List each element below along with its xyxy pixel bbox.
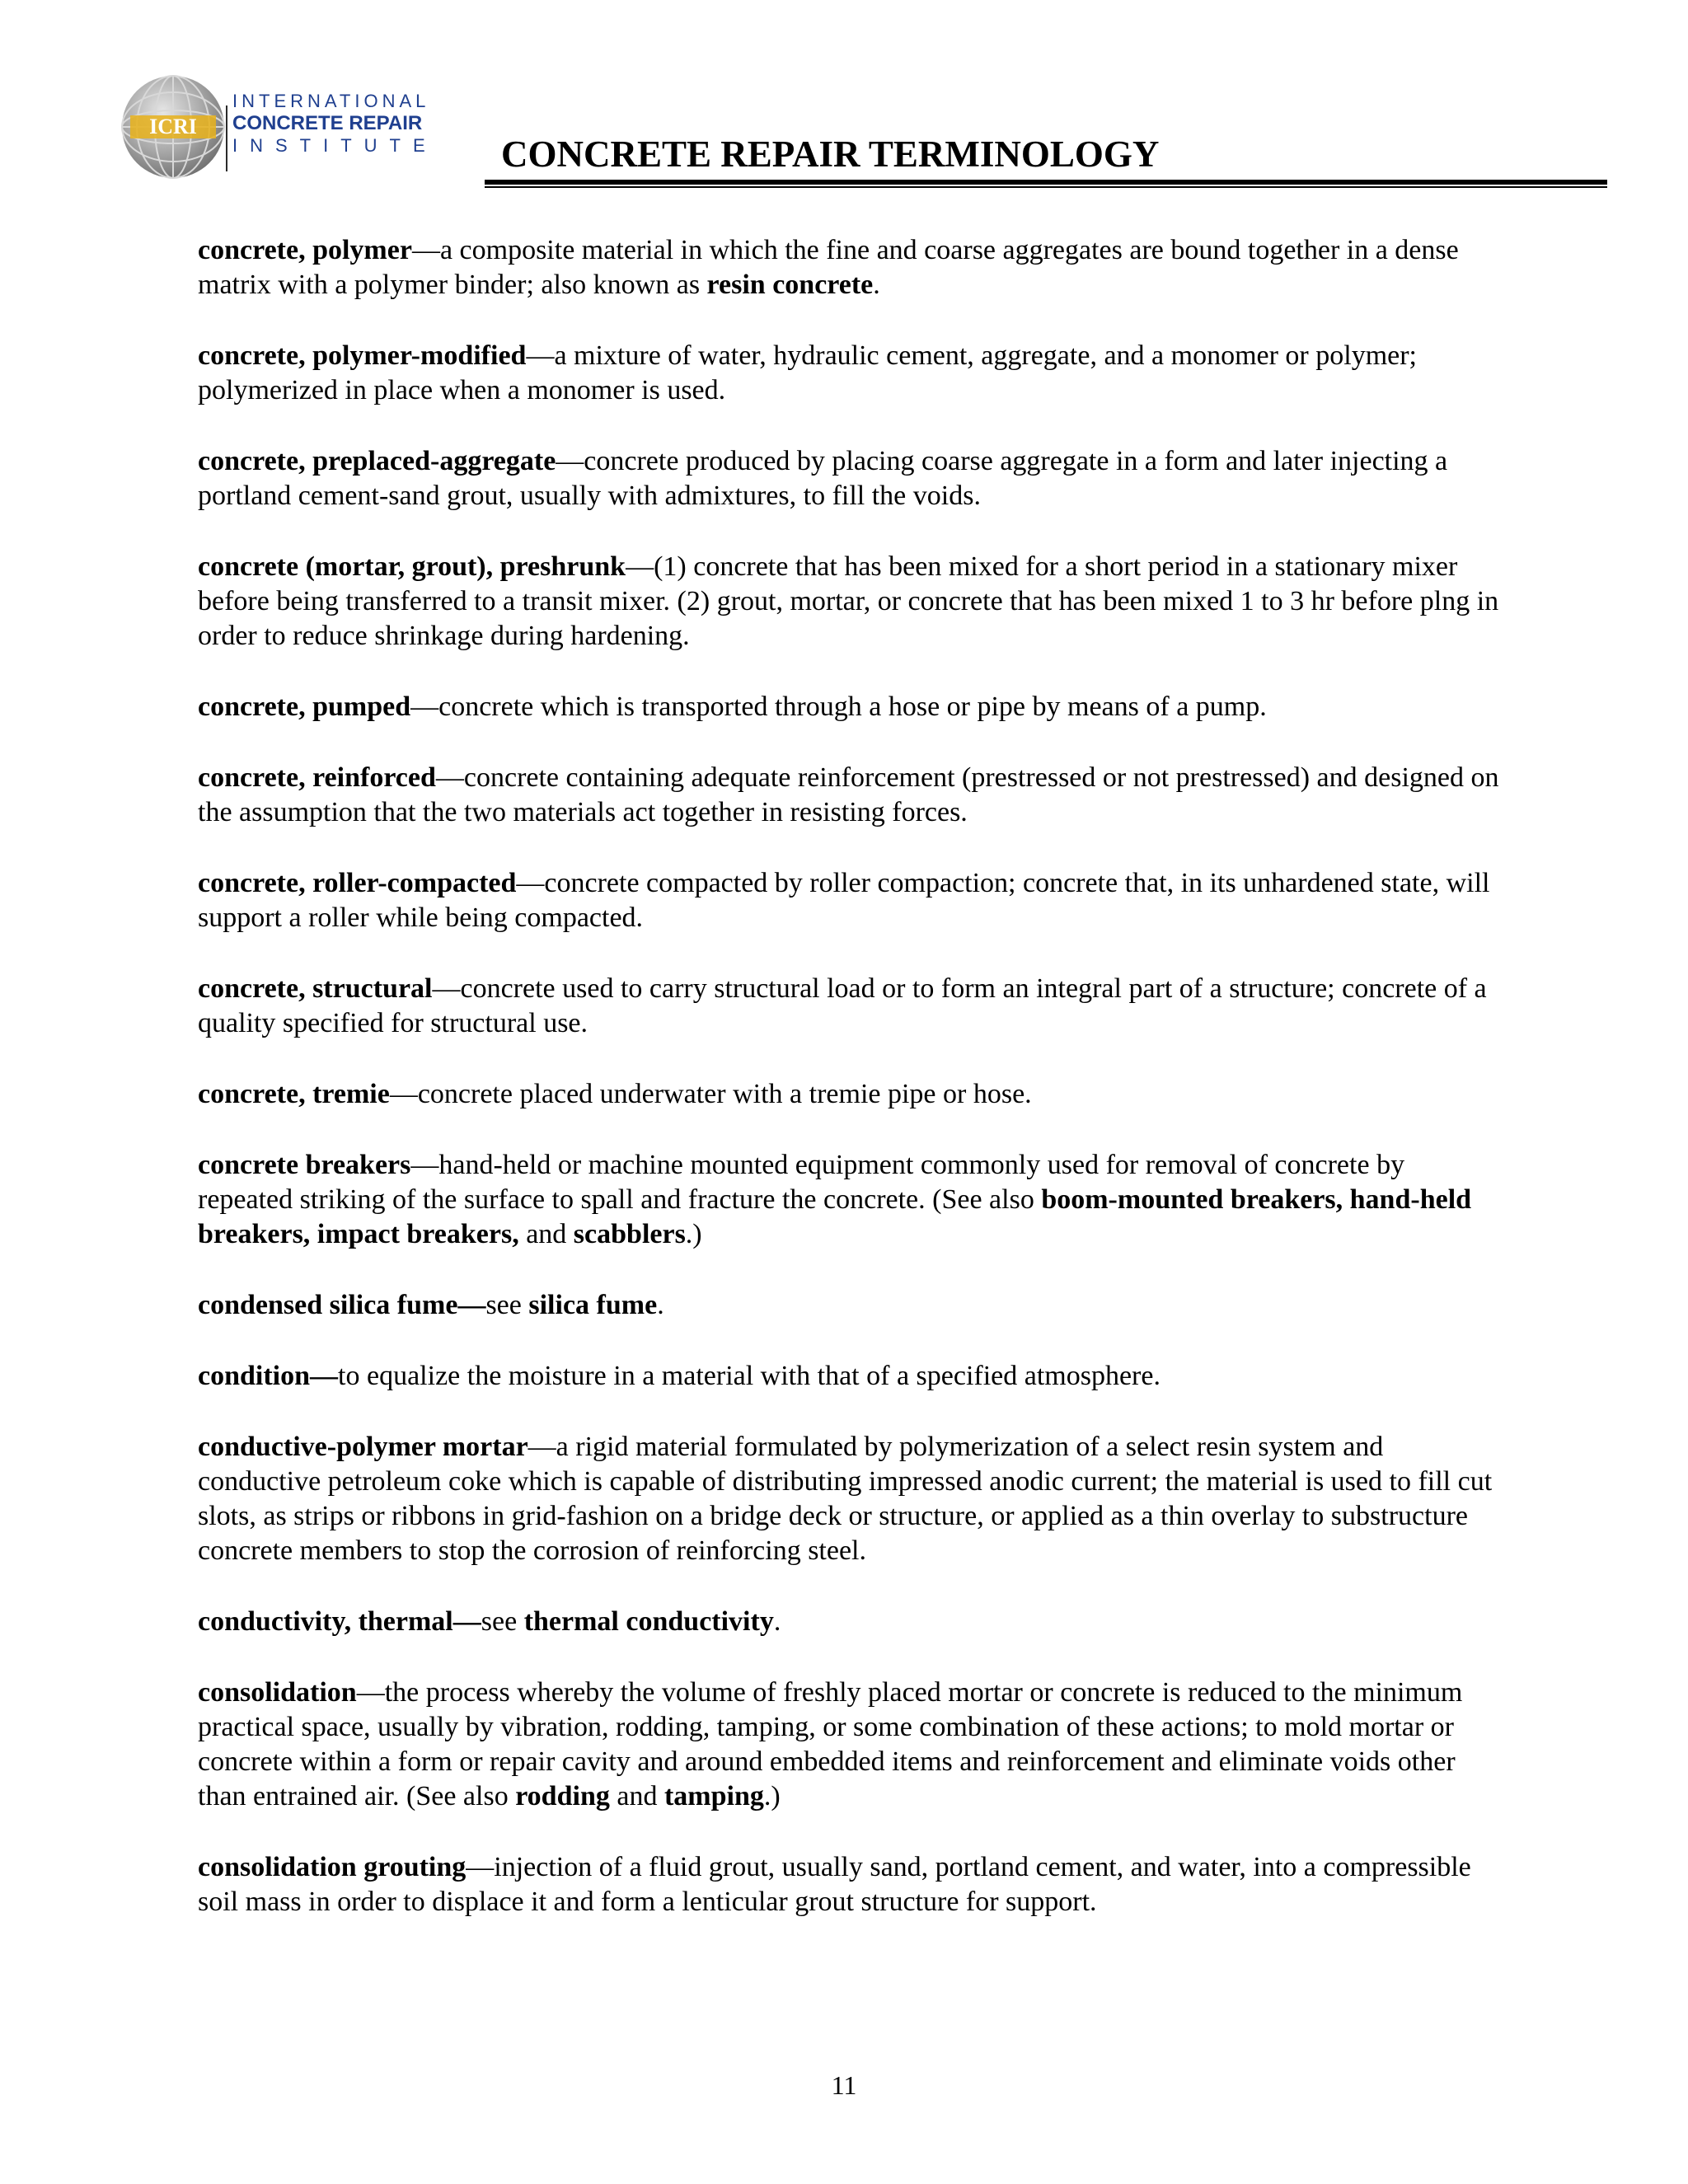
entry-term: conductivity, thermal— — [198, 1606, 481, 1637]
entry-definition: —concrete produced by placing coarse aggregate in a form and later injecting a portland cement-sand grout, usually with admixtures, to fill the voids. — [198, 446, 1448, 511]
glossary-entry — [198, 1148, 1500, 1252]
glossary-entry — [198, 233, 1500, 302]
glossary-entry — [198, 1605, 1500, 1639]
entry-term: concrete, pumped — [198, 691, 411, 722]
header-rule-thick — [485, 180, 1607, 185]
logo-line-institute: INSTITUTE — [232, 135, 438, 156]
entry-definition: —a rigid material formulated by polymerization of a select resin system and conductive petroleum coke which is capable of distributing impressed anodic current; the material is used to fill cut slots, as strips or ribbons in grid-fashion on a bridge deck or structure, or applied as a thin overlay to substructure concrete members to stop the corrosion of reinforcing steel. — [198, 1432, 1493, 1566]
entry-term: concrete, polymer-modified — [198, 340, 527, 371]
entry-definition-mid: and — [609, 1781, 664, 1811]
document-title: CONCRETE REPAIR TERMINOLOGY — [501, 134, 1160, 175]
entry-term: consolidation grouting — [198, 1852, 467, 1882]
entry-definition-end: . — [873, 269, 880, 300]
logo-line-international: INTERNATIONAL — [232, 91, 430, 111]
glossary-entry — [198, 339, 1500, 408]
glossary-entry — [198, 1850, 1500, 1919]
entry-definition-mid: and — [518, 1219, 574, 1249]
cross-reference: boom-mounted breakers, hand-held breakers, impact breakers, — [198, 1184, 1472, 1249]
glossary-entry — [198, 1288, 1500, 1323]
logo-line-concrete-repair: CONCRETE REPAIR — [232, 112, 423, 134]
logo-badge-text: ICRI — [149, 115, 197, 138]
cross-reference: rodding — [515, 1781, 610, 1811]
entry-definition: see — [485, 1290, 529, 1320]
glossary-entry — [198, 444, 1500, 513]
cross-reference: tamping — [663, 1781, 764, 1811]
entry-definition-end: .) — [763, 1781, 781, 1811]
entry-term: condensed silica fume— — [198, 1290, 486, 1320]
glossary-entry — [198, 1359, 1500, 1394]
glossary-entry — [198, 1430, 1500, 1568]
entry-term: concrete, tremie — [198, 1079, 390, 1109]
icri-globe-logo — [120, 74, 226, 180]
entry-definition: —concrete compacted by roller compaction; concrete that, in its unhardened state, will support a roller while being compacted. — [198, 868, 1490, 933]
entry-term: concrete, structural — [198, 973, 433, 1004]
entry-definition: —hand-held or machine mounted equipment commonly used for removal of concrete by repeated striking of the surface to spall and fracture the concrete. (See also — [198, 1150, 1405, 1215]
entry-term: concrete, preplaced-aggregate — [198, 446, 556, 476]
glossary-content — [198, 233, 1500, 1956]
cross-reference: resin concrete — [706, 269, 874, 300]
glossary-entry — [198, 866, 1500, 935]
header-rule-thin — [485, 186, 1607, 188]
entry-definition: —concrete containing adequate reinforcement (prestressed or not prestressed) and designed on the assumption that the two materials act together in resisting forces. — [198, 762, 1499, 827]
entry-term: concrete, roller-compacted — [198, 868, 517, 898]
glossary-entry — [198, 972, 1500, 1041]
glossary-entry — [198, 1077, 1500, 1112]
entry-definition: —concrete which is transported through a hose or pipe by means of a pump. — [410, 691, 1267, 722]
entry-term: condition— — [198, 1361, 339, 1391]
page-number: 11 — [831, 2070, 857, 2100]
logo-divider — [226, 105, 227, 171]
entry-definition-end: .) — [685, 1219, 702, 1249]
entry-definition: to equalize the moisture in a material with that of a specified atmosphere. — [338, 1361, 1160, 1391]
entry-definition: —the process whereby the volume of freshly placed mortar or concrete is reduced to the minimum practical space, usually by vibration, rodding, tamping, or some combination of these actions; to mold mortar or concrete within a form or repair cavity and around embedded items and reinforcement and eliminate voids other than entrained air. (See also — [198, 1677, 1463, 1811]
entry-definition: see — [481, 1606, 524, 1637]
entry-term: concrete breakers — [198, 1150, 411, 1180]
glossary-entry — [198, 690, 1500, 724]
logo-wordmark — [232, 91, 447, 157]
entry-term: conductive-polymer mortar — [198, 1432, 528, 1462]
entry-definition: —a mixture of water, hydraulic cement, aggregate, and a monomer or polymer; polymerized in place when a monomer is used. — [198, 340, 1417, 405]
entry-term: concrete (mortar, grout), preshrunk — [198, 551, 626, 582]
entry-definition: —injection of a fluid grout, usually sand, portland cement, and water, into a compressible soil mass in order to displace it and form a lenticular grout structure for support. — [198, 1852, 1471, 1917]
entry-term: concrete, polymer — [198, 235, 412, 265]
cross-reference: scabblers — [573, 1219, 686, 1249]
glossary-entry — [198, 550, 1500, 654]
entry-definition: —(1) concrete that has been mixed for a short period in a stationary mixer before being transferred to a transit mixer. (2) grout, mortar, or concrete that has been mixed 1 to 3 hr before plng in order to reduce shrinkage during hardening. — [198, 551, 1499, 651]
glossary-entry — [198, 1675, 1500, 1814]
entry-term: concrete, reinforced — [198, 762, 436, 793]
entry-definition: —concrete placed underwater with a tremie pipe or hose. — [389, 1079, 1032, 1109]
entry-definition: —a composite material in which the fine and coarse aggregates are bound together in a dense matrix with a polymer binder; also known as — [198, 235, 1459, 300]
cross-reference: silica fume — [528, 1290, 658, 1320]
entry-term: consolidation — [198, 1677, 357, 1708]
entry-definition-end: . — [657, 1290, 664, 1320]
glossary-entry — [198, 761, 1500, 830]
page-header — [115, 73, 1500, 188]
cross-reference: thermal conductivity — [523, 1606, 774, 1637]
entry-definition: —concrete used to carry structural load or to form an integral part of a structure; concrete of a quality specified for structural use. — [198, 973, 1487, 1038]
entry-definition-end: . — [773, 1606, 781, 1637]
